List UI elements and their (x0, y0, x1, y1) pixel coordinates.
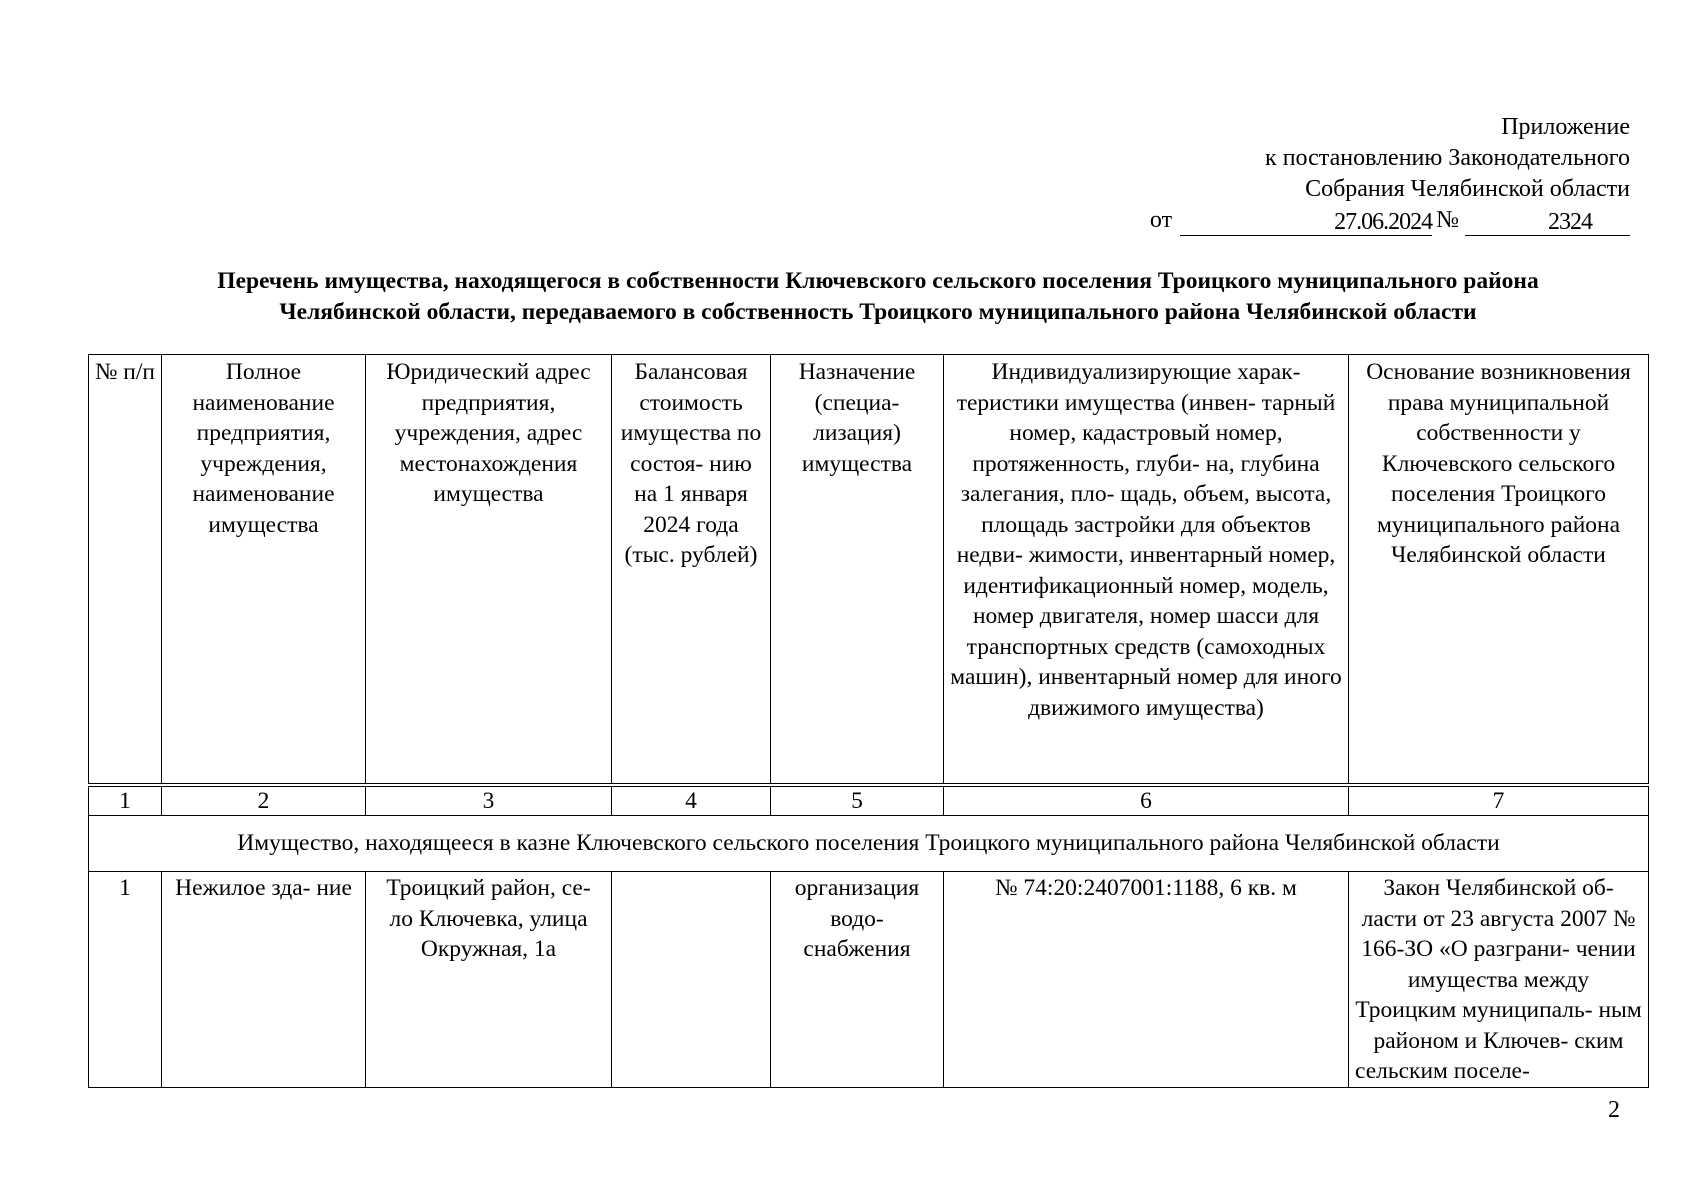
header-address: Юридический адрес предприятия, учреждения, адрес местонахождения имущества (366, 355, 612, 786)
column-number: 4 (612, 785, 771, 816)
resolution-date: 27.06.2024 (1180, 209, 1432, 236)
header-purpose: Назначение (специа- лизация) имущества (771, 355, 944, 786)
header-value: Балансовая стоимость имущества по состоя- нию на 1 января 2024 года (тыс. рублей) (612, 355, 771, 786)
number-label: № (1436, 207, 1459, 233)
header-characteristics: Индивидуализирующие харак- теристики имущества (инвен- тарный номер, кадастровый номер, протяженность, глуби- на, глубина залегания, пло- щадь, объем, высота, площадь застройки для объектов недви- жимости, инвентарный номер, идентификационный номер, модель, номер двигателя, номер шасси для транспортных средств (самоходных машин), инвентарный номер для иного движимого имущества) (944, 355, 1349, 786)
section-row (89, 816, 1649, 872)
column-number: 3 (366, 785, 612, 816)
column-number: 5 (771, 785, 944, 816)
from-label: от (1149, 207, 1173, 233)
header-num: № п/п (89, 355, 162, 786)
table-row (89, 872, 1649, 1088)
title-line-1: Перечень имущества, находящегося в собственности Ключевского сельского поселения Троицкого муниципального района (217, 268, 1539, 294)
appendix-resolution-line: к постановлению Законодательного (1265, 145, 1630, 171)
column-number: 7 (1349, 785, 1649, 816)
column-number-row (89, 785, 1649, 816)
row-purpose: организация водо- снабжения (771, 872, 944, 1088)
column-number: 6 (944, 785, 1349, 816)
column-number: 1 (89, 785, 162, 816)
header-name: Полное наименование предприятия, учреждения, наименование имущества (162, 355, 366, 786)
row-num: 1 (89, 872, 162, 1088)
section-title: Имущество, находящееся в казне Ключевского сельского поселения Троицкого муниципального района Челябинской области (89, 816, 1649, 872)
page-number: 2 (1608, 1097, 1620, 1123)
row-address: Троицкий район, се- ло Ключевка, улица Окружная, 1а (366, 872, 612, 1088)
row-basis: Закон Челябинской об- ласти от 23 августа 2007 № 166-ЗО «О разграни- чении имущества между Троицким муниципаль- ным районом и Ключев- ским сельским поселе- (1349, 872, 1649, 1088)
title-line-2: Челябинской области, передаваемого в собственность Троицкого муниципального района Челябинской области (279, 299, 1477, 325)
document-title (88, 266, 1668, 328)
property-table (88, 354, 1649, 1088)
row-characteristics: № 74:20:2407001:1188, 6 кв. м (944, 872, 1349, 1088)
resolution-number: 2324 (1465, 209, 1630, 236)
appendix-label: Приложение (1501, 114, 1630, 140)
header-basis: Основание возникновения права муниципальной собственности у Ключевского сельского поселения Троицкого муниципального района Челябинской области (1349, 355, 1649, 786)
column-number: 2 (162, 785, 366, 816)
row-name: Нежилое зда- ние (162, 872, 366, 1088)
table-header-row (89, 355, 1649, 786)
appendix-block (1150, 112, 1630, 236)
appendix-assembly-line: Собрания Челябинской области (1305, 176, 1630, 202)
appendix-date-line (1150, 205, 1630, 236)
row-value (612, 872, 771, 1088)
